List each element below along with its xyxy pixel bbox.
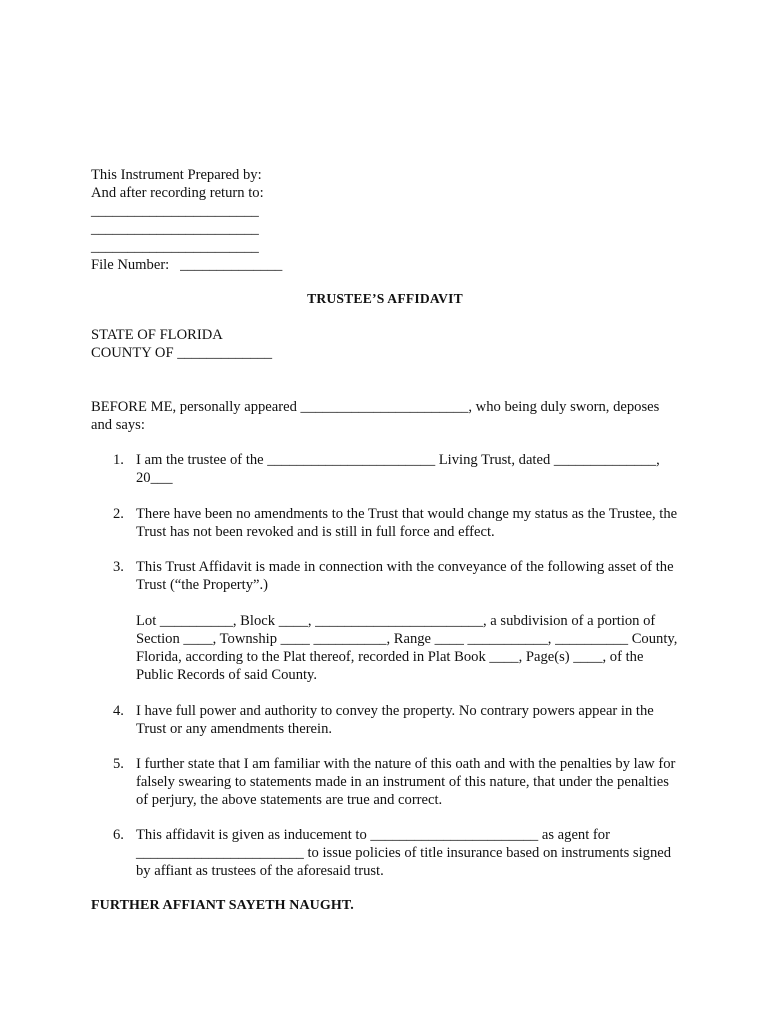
- address-blank-line: _______________________: [91, 239, 259, 255]
- item-text: I have full power and authority to convey the property. No contrary powers appear in the Trust or any amendments therein.: [136, 703, 654, 737]
- item-text: There have been no amendments to the Trust that would change my status as the Trustee, the Trust has not been revoked and is still in full force and effect.: [136, 506, 678, 540]
- prepared-by-block: [91, 166, 391, 274]
- file-number-line: File Number: ______________: [91, 257, 283, 273]
- item-text: I am the trustee of the _______________________ Living Trust, dated ______________, 20___: [136, 452, 660, 486]
- venue-block: [91, 326, 272, 362]
- document-title: TRUSTEE’S AFFIDAVIT: [307, 291, 463, 306]
- list-item: [91, 451, 683, 487]
- item-text: This Trust Affidavit is made in connection with the conveyance of the following asset of the Trust (“the Property”.): [136, 559, 674, 593]
- intro-paragraph: BEFORE ME, personally appeared _______________________, who being duly sworn, deposes and says:: [91, 399, 660, 433]
- list-item: [91, 755, 683, 809]
- item-number: 3.: [113, 559, 124, 575]
- prepared-by-label: This Instrument Prepared by:: [91, 167, 262, 183]
- item-text: This affidavit is given as inducement to _______________________ as agent for _______________________ to issue policies of title insurance based on instruments signed by affiant as trustees of the aforesaid trust.: [136, 827, 672, 879]
- item-number: 1.: [113, 452, 124, 468]
- address-blank-line: _______________________: [91, 221, 259, 237]
- list-item: [91, 826, 683, 880]
- list-item: [91, 702, 683, 738]
- item-number: 6.: [113, 827, 124, 843]
- county-line: COUNTY OF _____________: [91, 345, 273, 361]
- item-number: 2.: [113, 506, 124, 522]
- list-item: [91, 505, 683, 541]
- closing-statement: FURTHER AFFIANT SAYETH NAUGHT.: [91, 898, 354, 913]
- return-to-label: And after recording return to:: [91, 185, 264, 201]
- state-line: STATE OF FLORIDA: [91, 327, 223, 343]
- item-text: I further state that I am familiar with the nature of this oath and with the penalties by law for falsely swearing to statements made in an instrument of this nature, that under the penalties of perjury, the above statements are true and correct.: [136, 756, 676, 808]
- item-number: 5.: [113, 756, 124, 772]
- address-blank-line: _______________________: [91, 203, 259, 219]
- legal-description: Lot __________, Block ____, _______________________, a subdivision of a portion of Section ____, Township ____ __________, Range ____ ___________, __________ County, Florida, according to the Plat thereof, recorded in Plat Book ____, Page(s) ____, of the Public Records of said County.: [136, 613, 678, 683]
- list-item: [91, 558, 683, 684]
- item-number: 4.: [113, 703, 124, 719]
- affidavit-items: [91, 451, 683, 880]
